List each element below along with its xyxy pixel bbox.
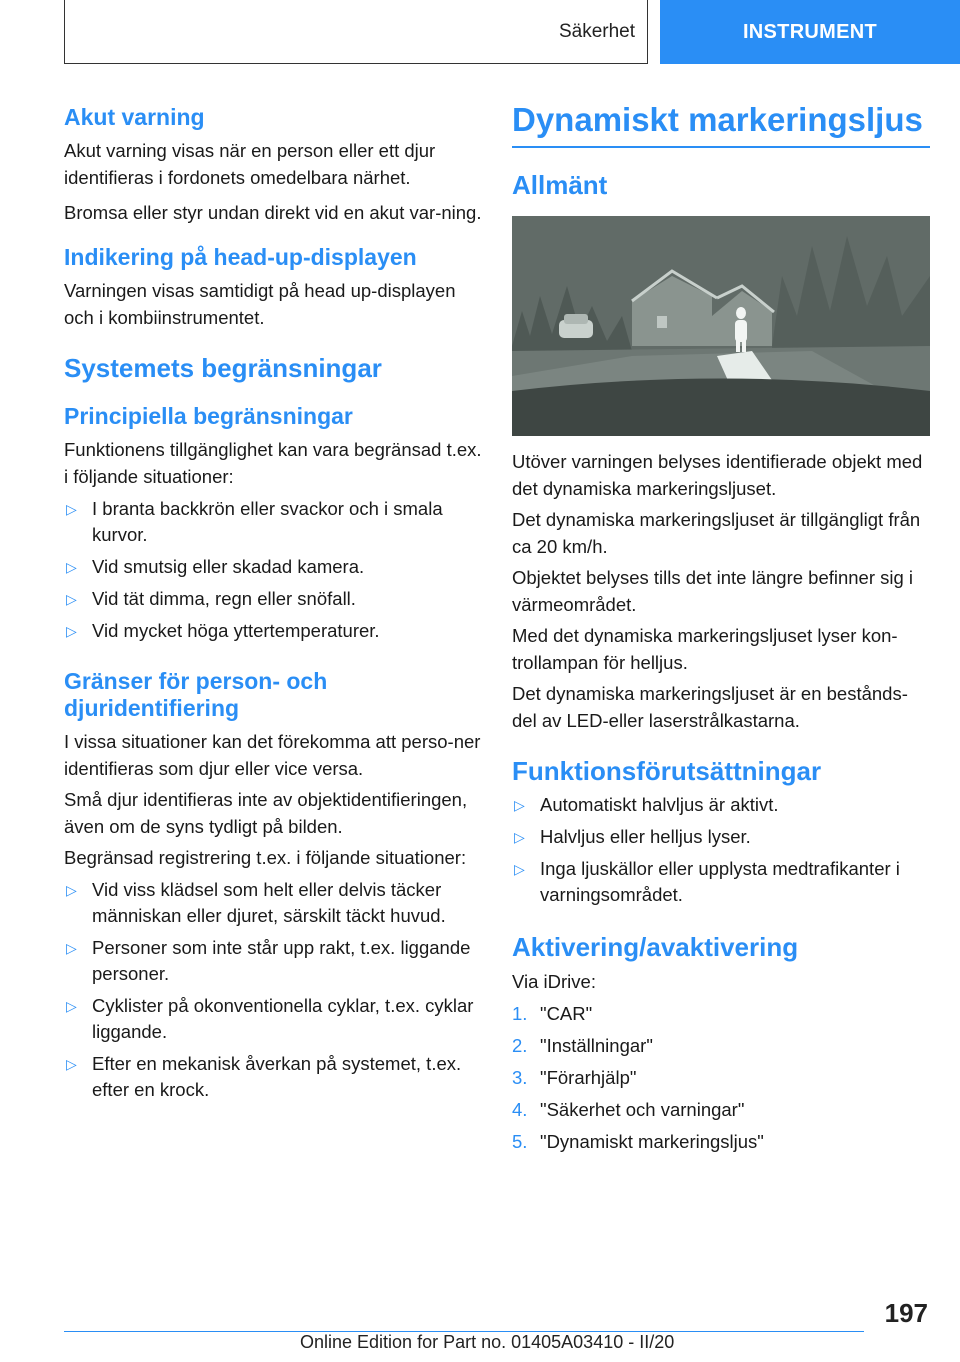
list-item: ▷ Vid smutsig eller skadad kamera. [64, 554, 482, 580]
heading-prerequisites: Funktionsförutsättningar [512, 756, 822, 786]
principal-list [64, 496, 482, 644]
paragraph: Bromsa eller styr undan direkt vid en akut var-ning. [64, 202, 482, 223]
paragraph: Utöver varningen belyses identifierade objekt med det dynamiska markeringsljuset. [512, 451, 923, 499]
heading-divider [512, 146, 930, 148]
step-item: 2. "Inställningar" [512, 1035, 653, 1056]
triangle-bullet-icon: ▷ [66, 1056, 77, 1072]
paragraph: Begränsad registrering t.ex. i följande situationer: [64, 847, 467, 868]
paragraph: Det dynamiska markeringsljuset är tillgängligt från ca 20 km/h. [512, 509, 921, 557]
triangle-bullet-icon: ▷ [66, 882, 77, 898]
section-tab [64, 0, 648, 64]
list-item: ▷ Vid tät dimma, regn eller snöfall. [64, 586, 482, 612]
section-tab-label: Säkerhet [558, 20, 635, 42]
list-item: ▷ Vid viss klädsel som helt eller delvis täcker människan eller djuret, särskilt täckt huvud. [66, 879, 446, 926]
list-item: ▷ Inga ljuskällor eller upplysta medtrafikanter i varningsområdet. [514, 858, 900, 905]
list-item: ▷ Vid mycket höga yttertemperaturer. [64, 618, 482, 644]
heading-dynamic-marking-light: Dynamiskt markeringsljus [512, 101, 923, 138]
paragraph: Objektet belyses tills det inte längre befinner sig i värmeområdet. [512, 567, 914, 615]
right-column [512, 100, 930, 1155]
heading-identification-limits: Gränser för person- och djuridentifiering [64, 668, 328, 721]
heading-general: Allmänt [512, 170, 608, 200]
bounds-list [64, 877, 482, 1103]
list-item: ▷ Efter en mekanisk åverkan på systemet, t.ex. efter en krock. [66, 1053, 462, 1100]
night-vision-image [512, 216, 930, 436]
step-item: 3. "Förarhjälp" [512, 1067, 637, 1088]
step-item: 5. "Dynamiskt markeringsljus" [512, 1131, 764, 1152]
triangle-bullet-icon: ▷ [66, 591, 77, 607]
paragraph: Akut varning visas när en person eller ett djur identifieras i fordonets omedelbara närhet. [64, 140, 436, 188]
paragraph: Små djur identifieras inte av objektidentifieringen, även om de syns tydligt på bilden. [64, 789, 468, 837]
left-column [64, 100, 482, 1103]
chapter-tab-label: INSTRUMENT [742, 20, 878, 43]
prereq-list [512, 792, 930, 908]
triangle-bullet-icon: ▷ [66, 559, 77, 575]
heading-system-limits: Systemets begränsningar [64, 353, 382, 383]
list-item: ▷ Cyklister på okonventionella cyklar, t.ex. cyklar liggande. [66, 995, 474, 1042]
edition-footer: Online Edition for Part no. 01405A03410 - II/20 [300, 1332, 675, 1352]
night-road-scene-illustration [512, 216, 930, 436]
step-item: 1. "CAR" [512, 1003, 593, 1024]
page-number: 197 [884, 1298, 928, 1328]
paragraph: I vissa situationer kan det förekomma att perso-ner identifieras som djur eller vice versa. [64, 731, 481, 779]
paragraph: Via iDrive: [512, 971, 596, 992]
triangle-bullet-icon: ▷ [66, 623, 77, 639]
triangle-bullet-icon: ▷ [66, 998, 77, 1014]
list-item: ▷ Personer som inte står upp rakt, t.ex. liggande personer. [66, 937, 471, 984]
paragraph: Varningen visas samtidigt på head up-displayen och i kombiinstrumentet. [64, 280, 456, 328]
heading-principal-limits: Principiella begränsningar [64, 403, 353, 429]
step-item: 4. "Säkerhet och varningar" [512, 1099, 745, 1120]
triangle-bullet-icon: ▷ [514, 829, 525, 845]
chapter-tab [660, 0, 960, 64]
triangle-bullet-icon: ▷ [514, 861, 525, 877]
paragraph: Det dynamiska markeringsljuset är en bestånds-del av LED-eller laserstrålkastarna. [512, 683, 908, 731]
triangle-bullet-icon: ▷ [66, 501, 77, 517]
heading-activation: Aktivering/avaktivering [512, 932, 799, 962]
heading-akut-varning: Akut varning [64, 104, 205, 130]
heading-hud: Indikering på head-up-displayen [64, 244, 417, 270]
paragraph: Funktionens tillgänglighet kan vara begränsad t.ex. i följande situationer: [64, 439, 482, 487]
list-item: ▷ Halvljus eller helljus lyser. [512, 824, 930, 850]
paragraph: Med det dynamiska markeringsljuset lyser kon-trollampan för helljus. [512, 625, 898, 673]
list-item: ▷ Automatiskt halvljus är aktivt. [512, 792, 930, 818]
triangle-bullet-icon: ▷ [514, 797, 525, 813]
triangle-bullet-icon: ▷ [66, 940, 77, 956]
list-item: ▷ I branta backkrön eller svackor och i smala kurvor. [66, 498, 443, 545]
activation-steps [512, 1001, 930, 1155]
